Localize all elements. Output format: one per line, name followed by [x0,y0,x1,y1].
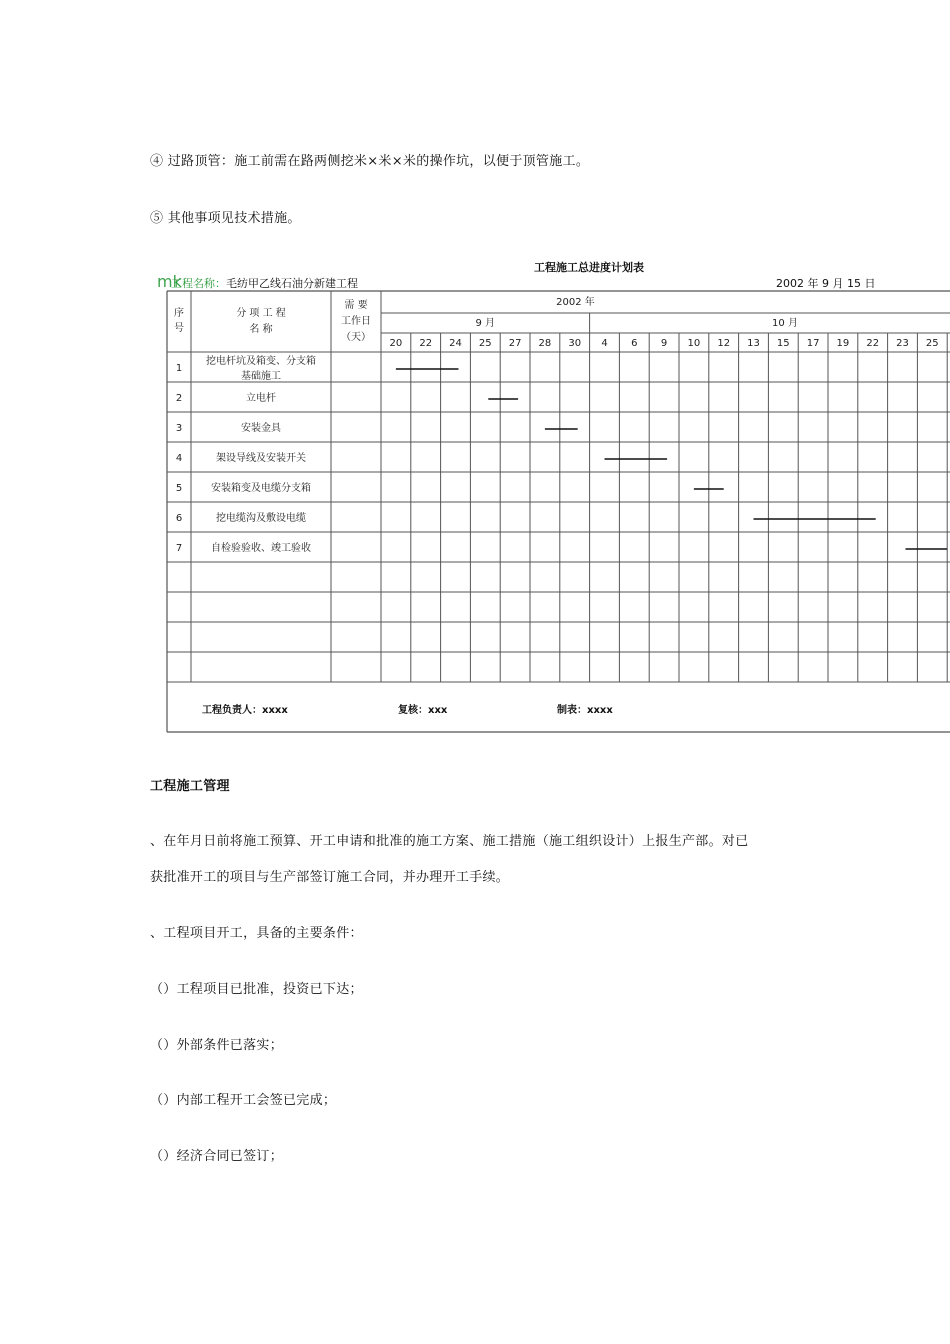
row-name: 立电杆 [246,393,276,404]
header-days: （天） [341,332,371,343]
footer-reviewer: 复核：xxx [398,705,448,716]
row-name: 自检验验收、竣工验收 [211,543,311,554]
day-label: 17 [806,338,820,349]
row-name: 挖电缆沟及敷设电缆 [216,513,306,524]
footer-maker: 制表：xxxx [557,705,613,716]
header-days: 需 要 [344,300,368,311]
paragraph-road-pipe: ④ 过路顶管：施工前需在路两侧挖米×米×米的操作坑，以便于顶管施工。 [150,154,590,169]
day-label: 25 [478,338,492,349]
row-seq: 2 [175,393,183,404]
watermark-logo: mk [157,272,182,291]
footer-manager: 工程负责人：xxxx [202,705,288,716]
row-name: 安装金具 [241,423,281,434]
gantt-title: 工程施工总进度计划表 [534,261,644,274]
day-label: 9 [660,338,668,349]
day-label: 10 [687,338,701,349]
section-title: 工程施工管理 [150,779,230,794]
condition-item: （）工程项目已批准，投资已下达； [150,982,363,997]
project-name-value: 毛纺甲乙线石油分新建工程 [226,277,358,290]
day-label: 22 [419,338,433,349]
header-item: 名 称 [249,324,273,335]
day-label: 28 [538,338,552,349]
row-seq: 7 [175,543,183,554]
row-seq: 6 [175,513,183,524]
header-year: 2002 年 [556,297,595,308]
header-seq: 序 [174,308,184,319]
row-seq: 1 [175,363,183,374]
day-label: 15 [776,338,790,349]
paragraph-other-items: ⑤ 其他事项见技术措施。 [150,211,301,226]
day-label: 27 [508,338,522,349]
project-name-label: 工程名称： [171,277,226,290]
day-label: 4 [601,338,608,349]
condition-item: （）外部条件已落实； [150,1038,284,1053]
day-label: 6 [631,338,638,349]
row-seq: 4 [175,453,183,464]
row-seq: 3 [175,423,183,434]
day-label: 19 [836,338,850,349]
header-seq: 号 [174,323,184,334]
paragraph-contract: 获批准开工的项目与生产部签订施工合同，并办理开工手续。 [150,870,510,885]
day-label: 30 [568,338,582,349]
day-label: 22 [866,338,880,349]
header-month-oct: 10 月 [772,318,798,329]
row-seq: 5 [175,483,183,494]
row-name: 挖电杆坑及箱变、分支箱 [206,356,316,367]
row-name: 架设导线及安装开关 [216,453,306,464]
day-label: 13 [747,338,760,349]
row-name: 安装箱变及电缆分支箱 [211,483,311,494]
day-label: 24 [449,338,462,349]
condition-item: （）内部工程开工会签已完成； [150,1093,337,1108]
header-days: 工作日 [341,316,371,327]
day-label: 23 [896,338,909,349]
header-month-sep: 9 月 [475,318,496,329]
header-item: 分 项 工 程 [236,308,286,319]
day-label: 12 [717,338,731,349]
row-name: 基础施工 [241,371,281,382]
day-label: 20 [389,338,403,349]
table-date: 2002 年 9 月 15 日 [776,277,876,290]
condition-item: （）经济合同已签订； [150,1149,284,1164]
paragraph-conditions: 、工程项目开工，具备的主要条件： [150,926,363,941]
day-label: 25 [925,338,939,349]
paragraph-submit: 、在年月日前将施工预算、开工申请和批准的施工方案、施工措施（施工组织设计）上报生产部。对已 [150,834,749,849]
